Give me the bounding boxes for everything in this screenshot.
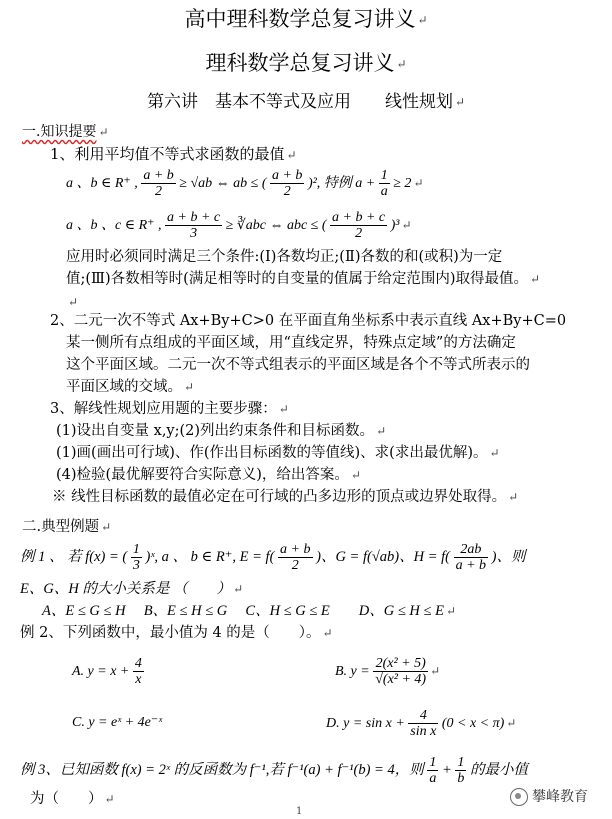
empty-line-mark: ↵	[68, 294, 79, 309]
item-3-title: 3、解线性规划应用题的主要步骤： ↵	[50, 401, 289, 417]
example-1-question-line-2: E、G、H 的大小关系是 （ ） ↵	[20, 581, 244, 597]
document-title: 高中理科数学总复习讲义 ↵	[184, 7, 428, 31]
example-3-question-line-2: 为（ ） ↵	[30, 791, 115, 807]
item-3-step-1: (1)设出自变量 x,y;(2)列出约束条件和目标函数。 ↵	[56, 423, 387, 439]
item-3-step-3: (4)检验(最优解要符合实际意义)，给出答案。 ↵	[56, 467, 361, 483]
watermark-logo-icon	[510, 788, 528, 806]
example-1-options: A、E ≤ G ≤ H B、E ≤ H ≤ G C、H ≤ G ≤ E D、G ≤ H ≤ E ↵	[42, 603, 457, 619]
example-2-question: 例 2、下列函数中，最小值为 4 的是（ ）。 ↵	[20, 625, 333, 641]
item-1-paragraph-line-2: 值;(Ⅲ)各数相等时(满足相等时的自变量的值属于给定范围内)取得最值。 ↵	[66, 271, 541, 287]
formula-three-term: a 、b 、c ∈ R⁺ , $\frac{a + b + c}{3}$ ≥ ∛abc ⇔ abc ≤ ( $\frac{a + b + c}{2}$ )³ ↵	[66, 210, 412, 242]
item-3-note: ※ 线性目标函数的最值必定在可行域的凸多边形的顶点或边界处取得。 ↵	[52, 489, 519, 505]
formula-two-term: a 、b ∈ R⁺ , $\frac{a + b}{2}$ ≥ √ab ⇔ ab ≤ ( $\frac{a + b}{2}$ )², 特例 a + $\frac{1}{a}$ ≥ 2 ↵	[66, 168, 424, 200]
example-2-option-c: C. y = eˣ + 4e⁻ˣ	[72, 715, 163, 730]
item-2-line-4: 平面区域的交域。 ↵	[66, 379, 195, 395]
page-number: 1	[296, 806, 303, 817]
example-3-question: 例 3、已知函数 f(x) = 2ˣ 的反函数为 f⁻¹,若 f⁻¹(a) + f⁻¹(b) = 4，则 $\frac{1}{a}$ + $\frac{1}{b}$ 的最小值	[20, 755, 529, 787]
item-3-step-2: (1)画(画出可行域)、作(作出目标函数的等值线)、求(求出最优解)。 ↵	[56, 445, 500, 461]
section-2-heading: 二.典型例题 ↵	[22, 519, 112, 535]
item-2-line-3: 这个平面区域。二元一次不等式组表示的平面区域是各个不等式所表示的	[66, 357, 530, 373]
example-2-option-b: B. y = $\frac{\text{2(x² + 5)}}{\text{√(x² + 4)}}$ ↵	[335, 656, 441, 688]
lecture-heading: 第六讲 基本不等式及应用 线性规划 ↵	[146, 92, 466, 112]
document-subtitle: 理科数学总复习讲义 ↵	[205, 51, 407, 75]
watermark: 攀峰教育	[510, 788, 588, 807]
item-1-paragraph-line-1: 应用时必须同时满足三个条件:(Ⅰ)各数均正;(Ⅱ)各数的和(或积)为一定	[66, 249, 503, 265]
example-2-option-a: A. y = x + $\frac{4}{x}$	[72, 656, 142, 688]
section-1-heading: 一.知识提要 ↵	[22, 124, 109, 140]
item-2-line-1: 2、二元一次不等式 Ax+By+C>0 在平面直角坐标系中表示直线 Ax+By+C=0	[50, 313, 567, 329]
item-1-title: 1、利用平均值不等式求函数的最值 ↵	[50, 145, 297, 163]
example-1-question: 例 1 、 若 f(x) = ( $\frac{1}{3}$ )ˣ, a 、 b ∈ R⁺, E = f( $\frac{a + b}{2}$ )、G = f(√ab)、H = f( $\frac{2ab}{a + b}$ )、则	[20, 542, 526, 574]
item-2-line-2: 某一侧所有点组成的平面区域，用“直线定界，特殊点定域”的方法确定	[66, 335, 516, 351]
example-2-option-d: D. y = sin x + $\frac{4}{\text{sin x}}$ (0 < x < π) ↵	[326, 708, 517, 740]
